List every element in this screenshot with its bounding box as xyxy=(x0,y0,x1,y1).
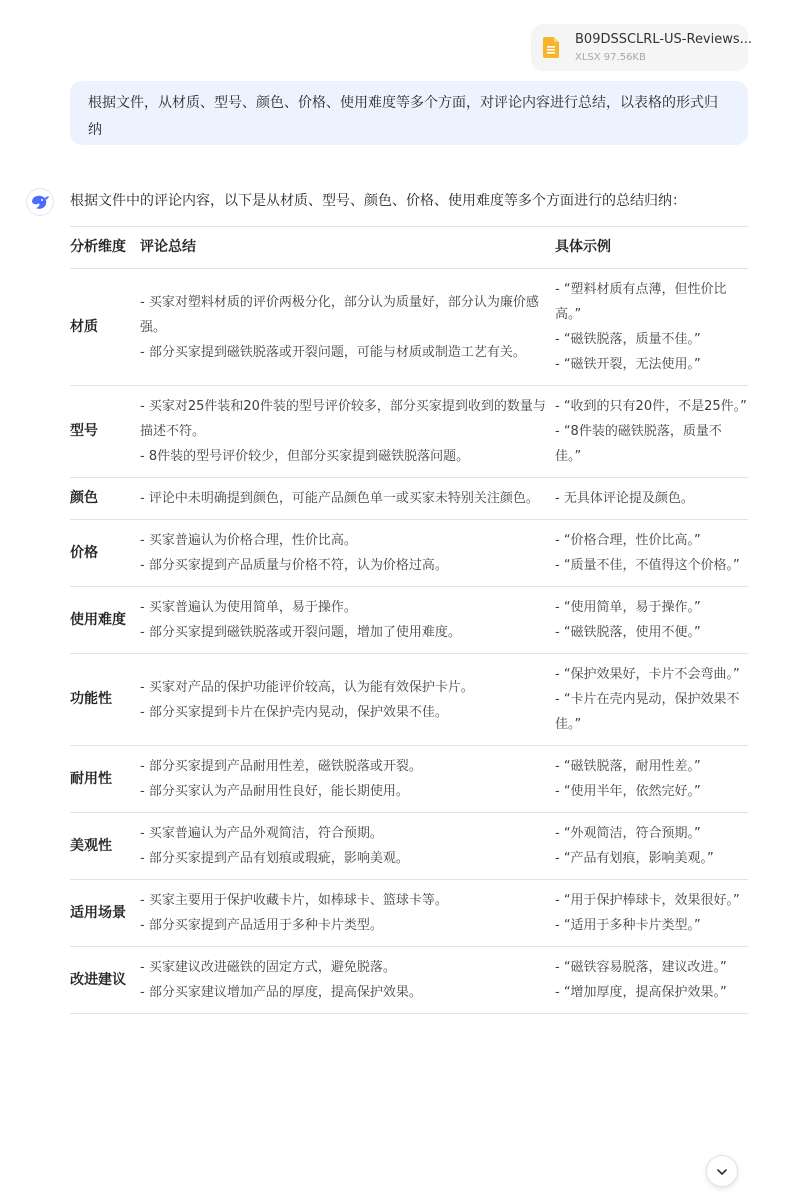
table-row xyxy=(70,587,748,654)
table-row xyxy=(70,880,748,947)
table-body xyxy=(70,269,748,1014)
table-row xyxy=(70,520,748,587)
summary-line: - 部分买家提到磁铁脱落或开裂问题，增加了使用难度。 xyxy=(140,625,461,640)
table-row xyxy=(70,947,748,1014)
row-dimension: 改进建议 xyxy=(70,947,140,1014)
row-examples xyxy=(555,520,748,587)
row-examples xyxy=(555,947,748,1014)
summary-line: - 部分买家提到产品质量与价格不符，认为价格过高。 xyxy=(140,558,448,573)
summary-table xyxy=(70,226,748,1014)
assistant-avatar xyxy=(26,188,54,216)
example-line: - “适用于多种卡片类型。” xyxy=(555,918,701,933)
row-summary xyxy=(140,386,555,478)
row-examples xyxy=(555,587,748,654)
example-line: - “产品有划痕，影响美观。” xyxy=(555,851,714,866)
row-summary xyxy=(140,587,555,654)
attachment-card[interactable] xyxy=(531,24,753,71)
summary-line: - 部分买家提到产品耐用性差，磁铁脱落或开裂。 xyxy=(140,759,422,774)
table-row xyxy=(70,654,748,746)
header-dimension: 分析维度 xyxy=(70,227,140,269)
row-summary xyxy=(140,947,555,1014)
example-line: - “8件装的磁铁脱落，质量不佳。” xyxy=(555,424,722,464)
summary-line: - 部分买家提到卡片在保护壳内晃动，保护效果不佳。 xyxy=(140,704,448,720)
scroll-to-bottom-button[interactable] xyxy=(706,1155,738,1187)
row-examples xyxy=(555,269,748,386)
table-row xyxy=(70,386,748,478)
example-line: - “增加厚度，提高保护效果。” xyxy=(555,985,727,1000)
user-message: 根据文件，从材质、型号、颜色、价格、使用难度等多个方面，对评论内容进行总结，以表格的形式归纳 xyxy=(70,81,748,145)
whale-logo-icon xyxy=(31,194,50,211)
summary-line: - 部分买家建议增加产品的厚度，提高保护效果。 xyxy=(140,985,422,1000)
row-dimension: 功能性 xyxy=(70,654,140,746)
row-dimension: 美观性 xyxy=(70,813,140,880)
row-dimension: 颜色 xyxy=(70,478,140,520)
row-examples xyxy=(555,813,748,880)
example-line: - “磁铁开裂，无法使用。” xyxy=(555,357,701,372)
row-examples xyxy=(555,654,748,746)
example-line: - “价格合理，性价比高。” xyxy=(555,533,701,548)
example-line: - “磁铁脱落，耐用性差。” xyxy=(555,759,701,774)
row-summary xyxy=(140,520,555,587)
summary-line: - 买家主要用于保护收藏卡片，如棒球卡、篮球卡等。 xyxy=(140,893,448,908)
row-dimension: 材质 xyxy=(70,269,140,386)
example-line: - 无具体评论提及颜色。 xyxy=(555,491,694,506)
assistant-intro: 根据文件中的评论内容，以下是从材质、型号、颜色、价格、使用难度等多个方面进行的总结归纳： xyxy=(70,193,686,209)
row-examples xyxy=(555,386,748,478)
summary-line: - 8件装的型号评价较少，但部分买家提到磁铁脱落问题。 xyxy=(140,449,470,464)
example-line: - “质量不佳，不值得这个价格。” xyxy=(555,558,740,573)
example-line: - “保护效果好，卡片不会弯曲。” xyxy=(555,667,740,682)
summary-line: - 买家普遍认为使用简单，易于操作。 xyxy=(140,600,357,615)
example-line: - “磁铁容易脱落，建议改进。” xyxy=(555,960,727,975)
row-summary xyxy=(140,654,555,746)
table-row xyxy=(70,746,748,813)
chevron-down-icon xyxy=(716,1166,728,1178)
table-row xyxy=(70,269,748,386)
row-summary xyxy=(140,746,555,813)
row-examples xyxy=(555,478,748,520)
row-summary xyxy=(140,269,555,386)
example-line: - “卡片在壳内晃动，保护效果不佳。” xyxy=(555,692,740,732)
summary-line: - 买家对产品的保护功能评价较高，认为能有效保护卡片。 xyxy=(140,679,474,695)
example-line: - “塑料材质有点薄，但性价比高。” xyxy=(555,282,727,322)
row-summary xyxy=(140,880,555,947)
row-summary xyxy=(140,478,555,520)
summary-line: - 买家普遍认为价格合理，性价比高。 xyxy=(140,533,357,548)
attachment-meta: XLSX 97.56KB xyxy=(575,52,646,63)
row-examples xyxy=(555,746,748,813)
summary-line: - 买家建议改进磁铁的固定方式，避免脱落。 xyxy=(140,960,396,975)
row-dimension: 耐用性 xyxy=(70,746,140,813)
summary-line: - 部分买家提到产品适用于多种卡片类型。 xyxy=(140,918,383,933)
table-row xyxy=(70,478,748,520)
example-line: - “使用简单，易于操作。” xyxy=(555,600,701,615)
row-examples xyxy=(555,880,748,947)
table-header-row xyxy=(70,227,748,269)
header-summary: 评论总结 xyxy=(140,227,555,269)
row-dimension: 价格 xyxy=(70,520,140,587)
summary-line: - 买家对25件装和20件装的型号评价较多，部分买家提到收到的数量与描述不符。 xyxy=(140,399,546,439)
attachment-name: B09DSSCLRL-US-Reviews... xyxy=(575,32,753,47)
summary-line: - 部分买家提到产品有划痕或瑕疵，影响美观。 xyxy=(140,851,409,866)
summary-line: - 买家对塑料材质的评价两极分化，部分认为质量好，部分认为廉价感强。 xyxy=(140,294,539,335)
summary-line: - 评论中未明确提到颜色，可能产品颜色单一或买家未特别关注颜色。 xyxy=(140,491,539,506)
example-line: - “收到的只有20件，不是25件。” xyxy=(555,399,747,414)
row-dimension: 适用场景 xyxy=(70,880,140,947)
row-summary xyxy=(140,813,555,880)
example-line: - “使用半年，依然完好。” xyxy=(555,784,701,799)
example-line: - “磁铁脱落，使用不便。” xyxy=(555,625,701,640)
spreadsheet-file-icon xyxy=(543,37,559,58)
example-line: - “用于保护棒球卡，效果很好。” xyxy=(555,893,740,908)
row-dimension: 使用难度 xyxy=(70,587,140,654)
summary-line: - 买家普遍认为产品外观简洁，符合预期。 xyxy=(140,826,383,841)
example-line: - “磁铁脱落，质量不佳。” xyxy=(555,332,701,347)
header-examples: 具体示例 xyxy=(555,227,748,269)
summary-line: - 部分买家提到磁铁脱落或开裂问题，可能与材质或制造工艺有关。 xyxy=(140,344,526,360)
row-dimension: 型号 xyxy=(70,386,140,478)
example-line: - “外观简洁，符合预期。” xyxy=(555,826,701,841)
summary-line: - 部分买家认为产品耐用性良好，能长期使用。 xyxy=(140,784,409,799)
table-row xyxy=(70,813,748,880)
